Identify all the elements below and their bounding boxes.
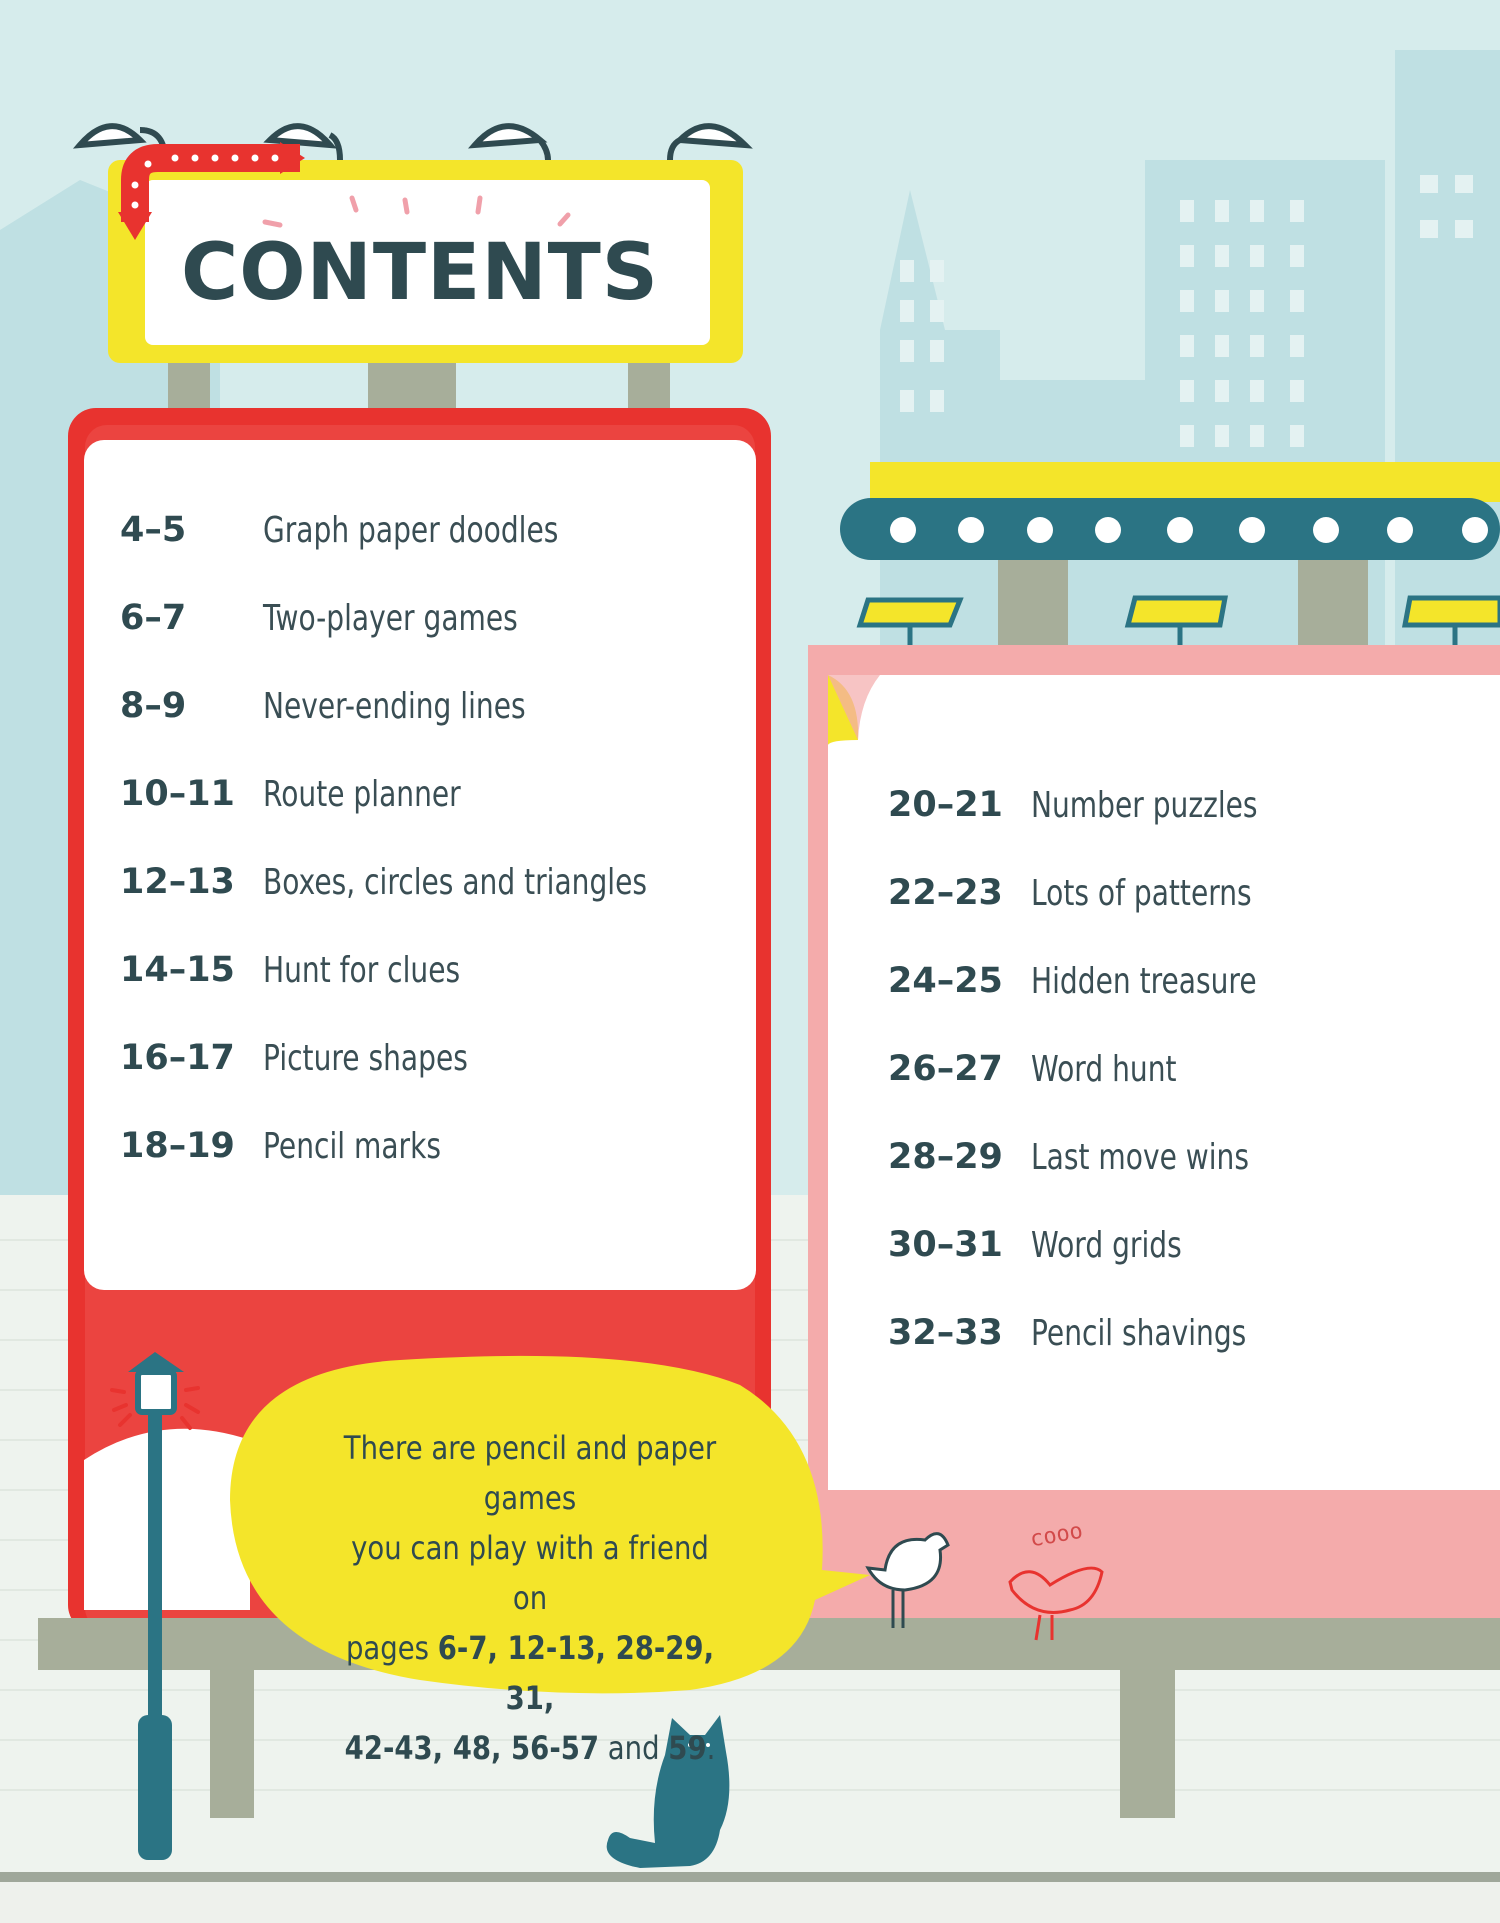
bubble-and: and (607, 1729, 660, 1767)
bubble-pages: 59 (668, 1729, 707, 1767)
toc-entry-title: Never-ending lines (263, 686, 526, 727)
toc-entry-title: Two-player games (263, 598, 518, 639)
toc-entry-title: Pencil marks (263, 1126, 441, 1167)
toc-entry-title: Picture shapes (263, 1038, 468, 1079)
bubble-pages: 42-43, 48, 56-57 (344, 1729, 600, 1767)
toc-entry-title: Word grids (1031, 1225, 1182, 1266)
bubble-line: There are pencil and paper games (343, 1429, 717, 1517)
toc-page-range: 26–27 (888, 1049, 1003, 1089)
page-title: CONTENTS (181, 228, 659, 318)
bubble-pages-prefix: pages (345, 1629, 430, 1667)
toc-page-range: 20–21 (888, 785, 1003, 825)
bubble-line: you can play with a friend on (351, 1529, 709, 1617)
toc-page-range: 10–11 (120, 774, 235, 814)
bird-sound-text: cooo (1028, 1518, 1085, 1553)
toc-entry-title: Route planner (263, 774, 461, 815)
bubble-line (332, 1623, 728, 1723)
toc-page-range: 14–15 (120, 950, 235, 990)
bubble-pages: 6-7, 12-13, 28-29, 31, (437, 1629, 715, 1717)
toc-page-range: 28–29 (888, 1137, 1003, 1177)
toc-entry-title: Last move wins (1031, 1137, 1249, 1178)
toc-entry-title: Graph paper doodles (263, 510, 559, 551)
toc-page-range: 30–31 (888, 1225, 1003, 1265)
toc-entry-title: Word hunt (1031, 1049, 1177, 1090)
toc-entry-title: Hidden treasure (1031, 961, 1257, 1002)
toc-page-range: 22–23 (888, 873, 1003, 913)
toc-entry-title: Number puzzles (1031, 785, 1258, 826)
bubble-period: . (706, 1729, 716, 1767)
toc-page-range: 32–33 (888, 1313, 1003, 1353)
toc-page-range: 4–5 (120, 510, 187, 550)
toc-entry-title: Pencil shavings (1031, 1313, 1247, 1354)
toc-entry-title: Hunt for clues (263, 950, 461, 991)
toc-page-range: 16–17 (120, 1038, 235, 1078)
toc-page-range: 24–25 (888, 961, 1003, 1001)
toc-page-range: 12–13 (120, 862, 235, 902)
toc-page-range: 6–7 (120, 598, 187, 638)
toc-entry-title: Boxes, circles and triangles (263, 862, 647, 903)
toc-page-range: 8–9 (120, 686, 187, 726)
speech-bubble-text (332, 1423, 728, 1773)
bubble-line (332, 1723, 728, 1773)
toc-entry-title: Lots of patterns (1031, 873, 1252, 914)
toc-page-range: 18–19 (120, 1126, 235, 1166)
